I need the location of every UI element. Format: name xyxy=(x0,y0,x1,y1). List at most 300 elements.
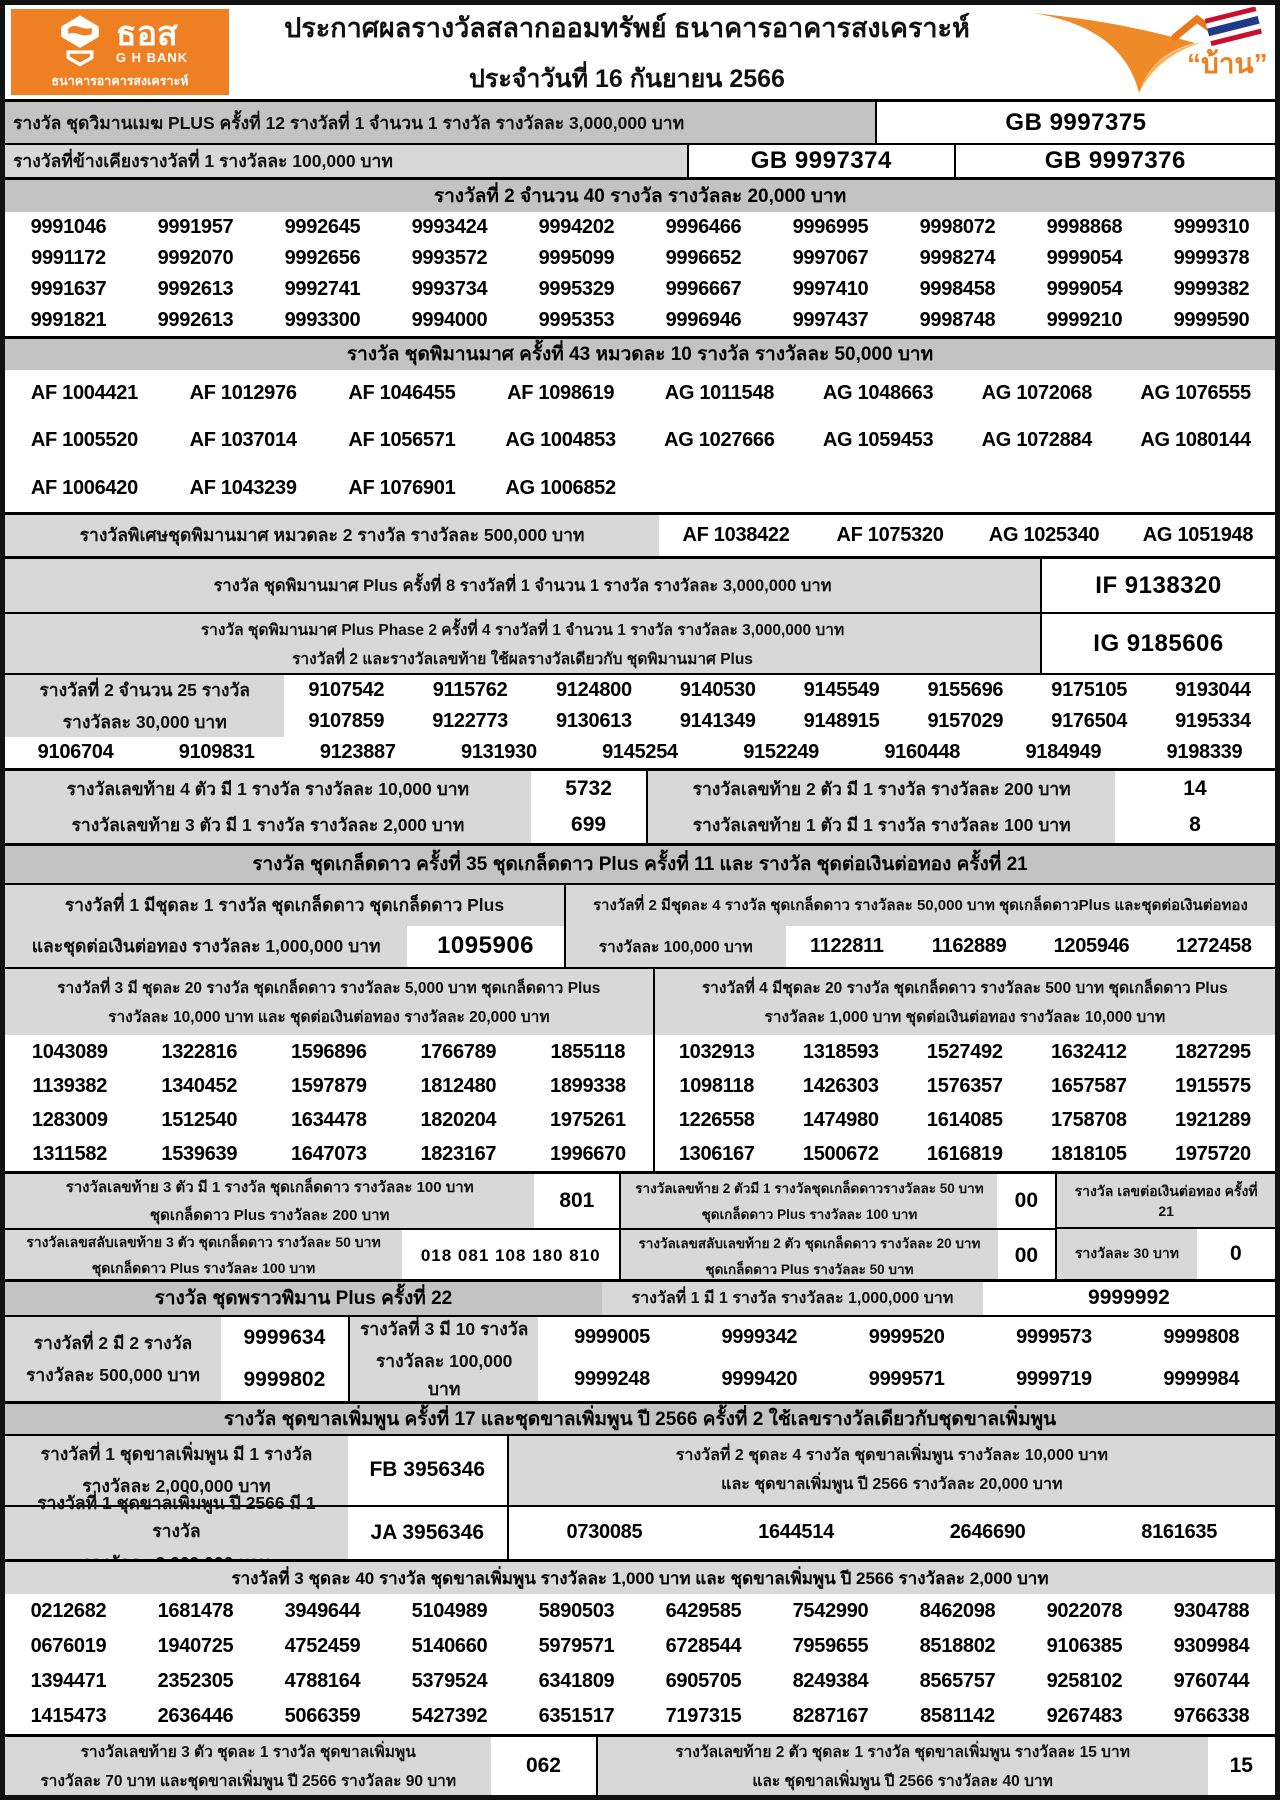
winning-number: AF 1012976 xyxy=(189,382,297,405)
tortong-row xyxy=(1057,1227,1275,1280)
winning-number: 9999719 xyxy=(1016,1368,1092,1391)
winning-number: 9992613 xyxy=(157,308,234,331)
winning-number: 1899338 xyxy=(550,1074,626,1097)
winning-number: 9998274 xyxy=(919,246,996,269)
number-row xyxy=(5,212,1275,243)
phase2-prize2-label xyxy=(5,675,284,737)
winning-number: AG 1072884 xyxy=(981,429,1093,452)
kletdao-tail-left xyxy=(5,1174,1055,1279)
header-titles xyxy=(229,6,1025,99)
winning-number: AG 1059453 xyxy=(822,429,934,452)
winning-number: 1634478 xyxy=(290,1108,367,1131)
logo-en-name: G H BANK xyxy=(115,50,189,66)
kletdao-swap2-label xyxy=(619,1230,997,1282)
number-row xyxy=(655,1137,1275,1171)
winning-number: 1681478 xyxy=(157,1600,234,1623)
number-row xyxy=(5,1035,653,1069)
winning-number: 9999984 xyxy=(1163,1368,1240,1391)
winning-number: 9995329 xyxy=(538,277,615,300)
winning-number: AG 1006852 xyxy=(505,476,616,499)
praopiman-body xyxy=(5,1315,1275,1401)
kletdao-p1-label-line1: รางวัลที่ 1 มีชุดละ 1 รางวัล ชุดเกล็ดดาว ชุดเกล็ดดาว Plus xyxy=(5,885,564,926)
khan-p1b-label-line1: รางวัลที่ 1 ชุดขาลเพิ่มพูน ปี 2566 มี 1 รางวัล xyxy=(37,1492,316,1541)
phase2-prize2-label-line1: รางวัลที่ 2 จำนวน 25 รางวัล xyxy=(39,680,251,701)
tail2-value: 14 xyxy=(1115,771,1275,807)
pimanmat-special-label: รางวัลพิเศษชุดพิมานมาศ หมวดละ 2 รางวัล รางวัลละ 500,000 บาท xyxy=(5,515,659,556)
winning-number: 9122773 xyxy=(432,710,508,733)
winning-number: 5890503 xyxy=(538,1600,615,1623)
tail4-value: 5732 xyxy=(531,771,647,807)
pimanmat-grid xyxy=(5,370,1275,512)
winning-number: 9992613 xyxy=(157,277,234,300)
winning-number: 9999420 xyxy=(721,1368,798,1391)
winning-number: 1527492 xyxy=(926,1040,1003,1063)
winning-number: 8287167 xyxy=(792,1705,869,1728)
wimanmek-prize1-row xyxy=(5,99,1275,142)
document-header xyxy=(5,5,1275,99)
kletdao-p4-label xyxy=(655,969,1275,1035)
winning-number: 9999005 xyxy=(574,1326,650,1349)
praopiman-p2-number-2: 9999802 xyxy=(221,1359,348,1401)
winning-number: 4752459 xyxy=(284,1635,361,1658)
praopiman-p2-label xyxy=(5,1317,221,1401)
kletdao-tail2-label-line2: ชุดเกล็ดดาว Plus รางวัลละ 100 บาท xyxy=(701,1207,918,1223)
khan-p1a-label-line1: รางวัลที่ 1 ชุดขาลเพิ่มพูน มี 1 รางวัล xyxy=(40,1444,313,1465)
winning-number: AG 1076555 xyxy=(1140,382,1251,405)
kletdao-swap3-label-line2: ชุดเกล็ดดาว Plus รางวัลละ 100 บาท xyxy=(91,1260,316,1277)
winning-number: AF 1004421 xyxy=(30,382,138,405)
praopiman-p2-number-1: 9999634 xyxy=(221,1317,348,1359)
kletdao-p3-label-line2: รางวัลละ 10,000 บาท และ ชุดต่อเงินต่อทอง รางวัลละ 20,000 บาท xyxy=(108,1009,550,1027)
winning-number: 9999342 xyxy=(721,1326,798,1349)
winning-number: AG 1025340 xyxy=(988,523,1100,546)
praopiman-p3-label-line1: รางวัลที่ 3 มี 10 รางวัล xyxy=(359,1318,529,1339)
number-row xyxy=(5,417,1275,464)
winning-number: AF 1006420 xyxy=(30,476,138,499)
winning-number: 9022078 xyxy=(1046,1600,1123,1623)
winning-number: 9999054 xyxy=(1046,246,1123,269)
winning-number: 9115762 xyxy=(432,679,508,702)
number-row xyxy=(5,464,1275,511)
khan-tail2-label xyxy=(596,1737,1208,1795)
winning-number: 9309984 xyxy=(1173,1635,1250,1658)
khan-tail3-label-line1: รางวัลเลขท้าย 3 ตัว ชุดละ 1 รางวัล ชุดขาลเพิ่มพูน xyxy=(80,1744,416,1762)
winning-number: 0212682 xyxy=(30,1600,107,1623)
winning-number: AG 1072068 xyxy=(981,382,1093,405)
winning-number: 1915575 xyxy=(1175,1074,1251,1097)
kletdao-swap3-value: 018 081 108 180 810 xyxy=(402,1230,619,1282)
winning-number: 1426303 xyxy=(802,1074,879,1097)
kletdao-p3p4-row xyxy=(5,967,1275,1171)
winning-number: 9998072 xyxy=(919,215,996,238)
number-row xyxy=(5,1594,1275,1629)
baan-ribbon-logo xyxy=(1025,7,1275,97)
winning-number: 1500672 xyxy=(802,1142,879,1165)
winning-number: AG 1027666 xyxy=(664,429,775,452)
praopiman-p2-label-line1: รางวัลที่ 2 มี 2 รางวัล xyxy=(33,1332,193,1353)
winning-number: 1616819 xyxy=(926,1142,1003,1165)
pimanmat-special-numbers xyxy=(659,515,1275,556)
winning-number: 1823167 xyxy=(420,1142,497,1165)
kletdao-p3-label xyxy=(5,969,653,1035)
winning-number: 9157029 xyxy=(927,710,1004,733)
number-row xyxy=(5,1069,653,1103)
praopiman-header-row xyxy=(5,1279,1275,1314)
phase2-prize2-grid xyxy=(284,675,1275,737)
khan-tail3-value: 062 xyxy=(491,1737,595,1795)
phase2-label xyxy=(5,614,1040,673)
winning-number: AF 1098619 xyxy=(507,382,615,405)
winning-number: 9997067 xyxy=(792,246,869,269)
winning-number: 4788164 xyxy=(284,1670,361,1693)
house-hand-icon xyxy=(52,14,108,68)
kletdao-p1-number: 1095906 xyxy=(407,926,563,967)
winning-number: 1975720 xyxy=(1175,1142,1251,1165)
winning-number: 1098118 xyxy=(679,1074,755,1097)
khan-p2-label-line1: รางวัลที่ 2 ชุดละ 4 รางวัล ชุดขาลเพิ่มพูน รางวัลละ 10,000 บาท xyxy=(675,1447,1108,1465)
wimanmek-prize1-label: รางวัล ชุดวิมานเมฆ PLUS ครั้งที่ 12 รางวัลที่ 1 จำนวน 1 รางวัล รางวัลละ 3,000,000 บาท xyxy=(5,102,875,142)
winning-number: 9999382 xyxy=(1173,277,1250,300)
khan-tail2-label-line2: และ ชุดขาลเพิ่มพูน ปี 2566 รางวัลละ 40 บาท xyxy=(752,1773,1053,1791)
winning-number: 1921289 xyxy=(1175,1108,1251,1131)
winning-number: 1306167 xyxy=(678,1142,755,1165)
winning-number: AF 1046455 xyxy=(348,382,456,405)
winning-number: 9996652 xyxy=(665,246,742,269)
wimanmek-prize2-grid xyxy=(5,212,1275,336)
khan-p2-label-line2: และ ชุดขาลเพิ่มพูน ปี 2566 รางวัลละ 20,000 บาท xyxy=(721,1476,1063,1494)
winning-number: 9145254 xyxy=(602,741,678,764)
khan-tail3-label xyxy=(5,1737,491,1795)
kletdao-swap2-value: 00 xyxy=(998,1230,1056,1282)
winning-number: 7959655 xyxy=(792,1635,869,1658)
number-row xyxy=(538,1317,1275,1359)
winning-number: 9107542 xyxy=(308,679,385,702)
kletdao-p3-box xyxy=(5,969,653,1171)
winning-number: 1032913 xyxy=(678,1040,755,1063)
winning-number: 9267483 xyxy=(1046,1705,1123,1728)
page-curl-flag-icon xyxy=(1025,7,1275,97)
winning-number: 0730085 xyxy=(566,1521,643,1544)
phase2-label-line1: รางวัล ชุดพิมานมาศ Plus Phase 2 ครั้งที่ 4 รางวัลที่ 1 จำนวน 1 รางวัล รางวัลละ 3,000,000 บาท xyxy=(200,621,845,639)
kletdao-swap3-label xyxy=(5,1230,402,1282)
winning-number: 9766338 xyxy=(1173,1705,1250,1728)
winning-number: 9993424 xyxy=(411,215,488,238)
tail4-label: รางวัลเลขท้าย 4 ตัว มี 1 รางวัล รางวัลละ 10,000 บาท xyxy=(5,771,531,807)
winning-number: 6905705 xyxy=(665,1670,742,1693)
kletdao-tail3-label-line1: รางวัลเลขท้าย 3 ตัว มี 1 รางวัล ชุดเกล็ดดาว รางวัลละ 100 บาท xyxy=(65,1179,474,1197)
winning-number: 5979571 xyxy=(538,1635,615,1658)
winning-number: 9992070 xyxy=(157,246,234,269)
winning-number: 1812480 xyxy=(420,1074,497,1097)
number-row xyxy=(655,1069,1275,1103)
winning-number: 9160448 xyxy=(884,741,961,764)
ghbank-logo xyxy=(11,9,229,95)
adjacent-prize-label: รางวัลที่ข้างเคียงรางวัลที่ 1 รางวัลละ 100,000 บาท xyxy=(5,145,687,177)
tail2-label: รางวัลเลขท้าย 2 ตัว มี 1 รางวัล รางวัลละ 200 บาท xyxy=(646,771,1115,807)
winning-number: 9999210 xyxy=(1046,308,1123,331)
winning-number: 9152249 xyxy=(743,741,819,764)
number-row xyxy=(5,1103,653,1137)
winning-number: AF 1037014 xyxy=(189,429,297,452)
winning-number: 9999054 xyxy=(1046,277,1123,300)
praopiman-p1-label: รางวัลที่ 1 มี 1 รางวัล รางวัลละ 1,000,000 บาท xyxy=(602,1282,983,1314)
khan-header: รางวัล ชุดขาลเพิ่มพูน ครั้งที่ 17 และชุดขาลเพิ่มพูน ปี 2566 ครั้งที่ 2 ใช้เลขรางวัลเดียวกับชุดขาลเพิ่มพูน xyxy=(5,1401,1275,1434)
kletdao-tail-row1 xyxy=(5,1174,1055,1228)
winning-number: 9992645 xyxy=(284,215,361,238)
khan-tail3-label-line2: รางวัลละ 70 บาท และชุดขาลเพิ่มพูน ปี 2566 รางวัลละ 90 บาท xyxy=(40,1773,457,1791)
khan-tail2-label-line1: รางวัลเลขท้าย 2 ตัว ชุดละ 1 รางวัล ชุดขาลเพิ่มพูน รางวัลละ 15 บาท xyxy=(675,1744,1130,1762)
kletdao-p2-label-line2: รางวัลละ 100,000 บาท xyxy=(566,926,786,967)
khan-p3-grid xyxy=(5,1594,1275,1734)
winning-number: 9995099 xyxy=(538,246,615,269)
kletdao-p1-label-line2: และชุดต่อเงินต่อทอง รางวัลละ 1,000,000 บาท xyxy=(5,926,407,967)
pimanmat-plus-number: IF 9138320 xyxy=(1040,559,1275,612)
winning-number: 9991172 xyxy=(31,246,106,269)
winning-number: 1855118 xyxy=(550,1040,626,1063)
praopiman-p3-label-line2: รางวัลละ 100,000 บาท xyxy=(375,1350,513,1399)
phase2-number: IG 9185606 xyxy=(1040,614,1275,673)
winning-number: 9155696 xyxy=(927,679,1004,702)
winning-number: 1539639 xyxy=(161,1142,238,1165)
winning-number: 6351517 xyxy=(538,1705,615,1728)
khan-p1b-label xyxy=(5,1492,348,1559)
winning-number: 1474980 xyxy=(802,1108,879,1131)
number-row xyxy=(655,1035,1275,1069)
winning-number: 9304788 xyxy=(1173,1600,1250,1623)
tail-row-1 xyxy=(5,771,1275,807)
winning-number: 9998458 xyxy=(919,277,996,300)
winning-number: AG 1080144 xyxy=(1140,429,1251,452)
winning-number: 9106704 xyxy=(37,741,114,764)
kletdao-p4-grid xyxy=(655,1035,1275,1171)
logo-text xyxy=(116,17,188,64)
winning-number: 1205946 xyxy=(1053,934,1130,957)
tail1-value: 8 xyxy=(1115,807,1275,843)
winning-number: 5427392 xyxy=(411,1705,488,1728)
adjacent-number-1: GB 9997374 xyxy=(687,145,954,177)
winning-number: 2352305 xyxy=(157,1670,234,1693)
winning-number: 1283009 xyxy=(31,1108,108,1131)
khan-p1a-label-line2: รางวัลละ 2,000,000 บาท xyxy=(82,1476,271,1497)
logo-subtitle: ธนาคารอาคารสงเคราะห์ xyxy=(51,73,189,88)
winning-number: 1996670 xyxy=(550,1142,626,1165)
wimanmek-prize1-number: GB 9997375 xyxy=(875,102,1275,142)
pimanmat-plus-row xyxy=(5,556,1275,612)
winning-number: 8161635 xyxy=(1141,1521,1218,1544)
number-row xyxy=(5,1699,1275,1734)
kletdao-tail3-label xyxy=(5,1174,534,1228)
pimanmat-plus-label: รางวัล ชุดพิมานมาศ Plus ครั้งที่ 8 รางวัลที่ 1 จำนวน 1 รางวัล รางวัลละ 3,000,000 บาท xyxy=(5,559,1040,612)
winning-number: 8565757 xyxy=(919,1670,996,1693)
winning-number: AG 1004853 xyxy=(505,429,616,452)
winning-number: 9995353 xyxy=(538,308,615,331)
kletdao-p3-grid xyxy=(5,1035,653,1171)
winning-number: AF 1038422 xyxy=(682,523,790,546)
khan-p1b-number: JA 3956346 xyxy=(348,1507,507,1559)
winning-number: AF 1005520 xyxy=(30,429,138,452)
kletdao-tail2-value: 00 xyxy=(997,1174,1055,1228)
winning-number: 1162889 xyxy=(931,934,1007,957)
kletdao-tail3-label-line2: ชุดเกล็ดดาว Plus รางวัลละ 200 บาท xyxy=(149,1207,390,1225)
winning-number: 1940725 xyxy=(157,1635,234,1658)
winning-number: 1647073 xyxy=(290,1142,367,1165)
tortong-label: รางวัลละ 30 บาท xyxy=(1057,1229,1196,1280)
kletdao-p2-numbers xyxy=(786,926,1275,967)
winning-number: 7197315 xyxy=(665,1705,742,1728)
khan-p2-label xyxy=(507,1436,1275,1505)
winning-number: 9994000 xyxy=(411,308,488,331)
winning-number: 9993734 xyxy=(411,277,488,300)
winning-number: 9195334 xyxy=(1175,710,1251,733)
winning-number: 3949644 xyxy=(284,1600,361,1623)
kletdao-tail2-label xyxy=(619,1174,997,1228)
winning-number: 1415473 xyxy=(30,1705,107,1728)
winning-number: 1318593 xyxy=(802,1040,879,1063)
winning-number: AG 1011548 xyxy=(664,382,775,405)
winning-number: 9999571 xyxy=(868,1368,945,1391)
khan-tail-row xyxy=(5,1734,1275,1795)
winning-number: 9999520 xyxy=(868,1326,945,1349)
number-row xyxy=(5,1664,1275,1699)
ribbon-baan-text: “บ้าน” xyxy=(1187,48,1268,80)
khan-tail2-value: 15 xyxy=(1208,1737,1275,1795)
tail3-label: รางวัลเลขท้าย 3 ตัว มี 1 รางวัล รางวัลละ 2,000 บาท xyxy=(5,807,531,843)
tortong-value: 0 xyxy=(1197,1229,1275,1280)
winning-number: 1311582 xyxy=(32,1142,108,1165)
praopiman-p3-grid xyxy=(538,1317,1275,1401)
tail-row-2 xyxy=(5,807,1275,843)
kletdao-p4-box xyxy=(653,969,1275,1171)
winning-number: 9258102 xyxy=(1046,1670,1123,1693)
kletdao-p2-label-line1: รางวัลที่ 2 มีชุดละ 4 รางวัล ชุดเกล็ดดาว รางวัลละ 50,000 บาท ชุดเกล็ดดาวPlus และชุดต่อเงินต่อทอง xyxy=(566,885,1275,926)
winning-number: 1043089 xyxy=(31,1040,108,1063)
kletdao-tail-block xyxy=(5,1171,1275,1279)
winning-number: 9123887 xyxy=(319,741,396,764)
winning-number: 9175105 xyxy=(1051,679,1128,702)
winning-number: 1272458 xyxy=(1175,934,1252,957)
winning-number: 9106385 xyxy=(1046,1635,1123,1658)
kletdao-p4-label-line1: รางวัลที่ 4 มีชุดละ 20 รางวัล ชุดเกล็ดดาว รางวัลละ 500 บาท ชุดเกล็ดดาว Plus xyxy=(701,980,1228,998)
number-row xyxy=(5,305,1275,336)
winning-number: 9145549 xyxy=(803,679,880,702)
winning-number: 9109831 xyxy=(178,741,255,764)
wimanmek-prize2-header: รางวัลที่ 2 จำนวน 40 รางวัล รางวัลละ 20,000 บาท xyxy=(5,177,1275,211)
winning-number: 9999573 xyxy=(1016,1326,1092,1349)
praopiman-p1-number: 9999992 xyxy=(983,1282,1275,1314)
winning-number: 9996995 xyxy=(792,215,869,238)
page-title: ประกาศผลรางวัลสลากออมทรัพย์ ธนาคารอาคารสงเคราะห์ xyxy=(284,12,970,43)
khan-p1a-number: FB 3956346 xyxy=(348,1436,507,1505)
winning-number: 9999808 xyxy=(1163,1326,1240,1349)
winning-number: 1512540 xyxy=(161,1108,238,1131)
number-row xyxy=(284,706,1275,737)
winning-number: 9994202 xyxy=(538,215,615,238)
winning-number: 9999310 xyxy=(1173,215,1250,238)
kletdao-p4-label-line2: รางวัลละ 1,000 บาท ชุดต่อเงินต่อทอง รางวัลละ 10,000 บาท xyxy=(764,1009,1166,1027)
kletdao-p1-lower xyxy=(5,926,564,967)
winning-number: 1632412 xyxy=(1050,1040,1127,1063)
winning-number: AG 1048663 xyxy=(822,382,934,405)
winning-number: 9999248 xyxy=(574,1368,650,1391)
number-row xyxy=(655,1103,1275,1137)
winning-number: AF 1076901 xyxy=(348,476,456,499)
phase2-label-line2: รางวัลที่ 2 และรางวัลเลขท้าย ใช้ผลรางวัลเดียวกับ ชุดพิมานมาศ Plus xyxy=(292,650,753,668)
winning-number: AF 1056571 xyxy=(348,429,456,452)
winning-number: 6341809 xyxy=(538,1670,615,1693)
winning-number: 9193044 xyxy=(1175,679,1251,702)
winning-number: 8581142 xyxy=(920,1705,995,1728)
winning-number: 0676019 xyxy=(30,1635,107,1658)
kletdao-swap2-label-line2: ชุดเกล็ดดาว Plus รางวัลละ 50 บาท xyxy=(705,1262,914,1278)
number-row xyxy=(5,274,1275,305)
winning-number: 9991957 xyxy=(157,215,234,238)
praopiman-p3-label xyxy=(348,1317,539,1401)
winning-number: 2636446 xyxy=(157,1705,234,1728)
winning-number: 9991637 xyxy=(30,277,107,300)
winning-number: 9992656 xyxy=(284,246,361,269)
pimanmat-special-row xyxy=(5,512,1275,556)
winning-number: 8249384 xyxy=(792,1670,869,1693)
phase2-tail-block xyxy=(5,768,1275,843)
winning-number: 9140530 xyxy=(679,679,756,702)
winning-number: 1827295 xyxy=(1175,1040,1251,1063)
kletdao-p3-label-line1: รางวัลที่ 3 มี ชุดละ 20 รางวัล ชุดเกล็ดดาว รางวัลละ 5,000 บาท ชุดเกล็ดดาว Plus xyxy=(57,980,601,998)
number-row xyxy=(5,1137,653,1171)
winning-number: 9130613 xyxy=(556,710,632,733)
winning-number: AF 1043239 xyxy=(189,476,297,499)
winning-number: 9998868 xyxy=(1046,215,1123,238)
winning-number: 1340452 xyxy=(161,1074,238,1097)
khan-p2-numbers xyxy=(507,1507,1275,1559)
winning-number: 5066359 xyxy=(284,1705,361,1728)
number-row xyxy=(5,243,1275,274)
adjacent-number-2: GB 9997376 xyxy=(954,145,1275,177)
winning-number: 9198339 xyxy=(1166,741,1243,764)
phase2-prize2-upper xyxy=(5,675,1275,737)
khan-p3-header: รางวัลที่ 3 ชุดละ 40 รางวัล ชุดขาลเพิ่มพูน รางวัลละ 1,000 บาท และ ชุดขาลเพิ่มพูน ปี 2566 รางวัลละ 2,000 บาท xyxy=(5,1559,1275,1594)
winning-number: 8518802 xyxy=(919,1635,996,1658)
winning-number: 9124800 xyxy=(556,679,632,702)
number-row xyxy=(284,675,1275,706)
kletdao-swap3-label-line1: รางวัลเลขสลับเลขท้าย 3 ตัว ชุดเกล็ดดาว รางวัลละ 50 บาท xyxy=(26,1234,381,1251)
winning-number: 9992741 xyxy=(284,277,361,300)
winning-number: 9996946 xyxy=(665,308,742,331)
winning-number: 1596896 xyxy=(290,1040,367,1063)
winning-number: 9996466 xyxy=(665,215,742,238)
phase2-prize1-row xyxy=(5,612,1275,673)
winning-number: 9141349 xyxy=(679,710,756,733)
praopiman-header: รางวัล ชุดพราวพิมาน Plus ครั้งที่ 22 xyxy=(5,1282,602,1314)
khan-p1b-row xyxy=(5,1492,1275,1559)
kletdao-header: รางวัล ชุดเกล็ดดาว ครั้งที่ 35 ชุดเกล็ดดาว Plus ครั้งที่ 11 และ รางวัล ชุดต่อเงินต่อทอง ครั้งที่ 21 xyxy=(5,843,1275,882)
winning-number: 1818105 xyxy=(1050,1142,1127,1165)
tail1-label: รางวัลเลขท้าย 1 ตัว มี 1 รางวัล รางวัลละ 100 บาท xyxy=(646,807,1115,843)
kletdao-tail-row2 xyxy=(5,1228,1055,1282)
logo-thai-name: ธอส xyxy=(115,15,178,54)
thai-flag-icon xyxy=(1205,7,1262,46)
winning-number: 1758708 xyxy=(1050,1108,1127,1131)
winning-number: 1614085 xyxy=(926,1108,1003,1131)
number-row xyxy=(5,1629,1275,1664)
winning-number: 1597879 xyxy=(290,1074,367,1097)
winning-number: 9998748 xyxy=(919,308,996,331)
kletdao-tail3-value: 801 xyxy=(534,1174,619,1228)
winning-number: 6728544 xyxy=(665,1635,742,1658)
winning-number: 9999378 xyxy=(1173,246,1250,269)
winning-number: 1226558 xyxy=(678,1108,755,1131)
kletdao-p1-box xyxy=(5,885,564,968)
winning-number: 9993300 xyxy=(284,308,361,331)
